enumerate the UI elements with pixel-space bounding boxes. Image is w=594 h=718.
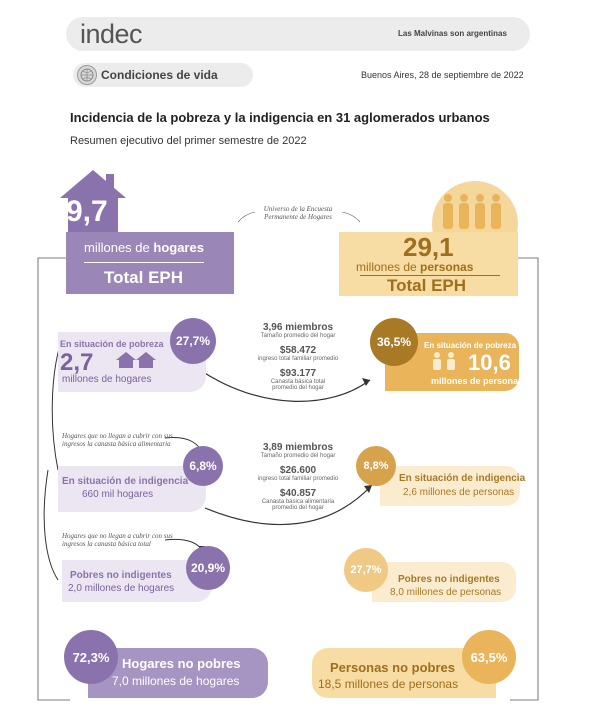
- households-total: Total EPH: [104, 268, 184, 287]
- indigence-p-label: En situación de indigencia: [399, 473, 526, 484]
- poverty-hh-pct: 27,7%: [170, 318, 216, 364]
- households-value: 9,7: [66, 195, 108, 228]
- page-title: Incidencia de la pobreza y la indigencia en 31 aglomerados urbanos: [70, 110, 490, 125]
- poverty-hh-value: 2,7: [60, 349, 94, 376]
- pni-p-unit: 8,0 millones de personas: [390, 587, 502, 598]
- poverty-p-pct: 36,5%: [370, 318, 418, 366]
- poverty-income-sub: ingreso total familiar promedio: [257, 356, 339, 362]
- households-label: [84, 240, 204, 255]
- indigence-members: 3,89 miembros: [262, 442, 334, 453]
- poverty-p-unit: millones de personas: [431, 376, 524, 386]
- np-hh-pct: 72,3%: [64, 630, 118, 684]
- people-small-icon: [432, 352, 458, 375]
- persons-value: 29,1: [403, 232, 454, 262]
- poverty-basket-sub: Canasta básica total promedio del hogar: [270, 379, 326, 391]
- pni-hh-pct: 20,9%: [186, 546, 230, 590]
- poverty-hh-unit: millones de hogares: [62, 374, 152, 385]
- np-p-pct: 63,5%: [462, 630, 516, 684]
- indigence-note: Hogares que no llegan a cubrir con sus ingresos la canasta básica alimentaria: [62, 432, 173, 448]
- indigence-basket: $40.857: [279, 488, 317, 499]
- center-note: Universo de la Encuesta Permanente de Hogares: [263, 205, 333, 221]
- poverty-p-value: 10,6: [468, 350, 511, 375]
- persons-total: Total EPH: [387, 276, 467, 295]
- np-hh-unit: 7,0 millones de hogares: [112, 674, 240, 688]
- report-date: Buenos Aires, 28 de septiembre de 2022: [361, 70, 524, 80]
- indigence-members-sub: Tamaño promedio del hogar: [260, 453, 336, 459]
- poverty-p-label: En situación de pobreza: [424, 341, 517, 350]
- np-p-unit: 18,5 millones de personas: [318, 677, 459, 691]
- indigence-basket-sub: Canasta básica alimentaria promedio del hogar: [261, 499, 335, 511]
- persons-label-pre: millones de: [356, 260, 421, 274]
- households-divider: [84, 262, 204, 263]
- indigence-income-sub: ingreso total familiar promedio: [257, 476, 339, 482]
- indigence-hh-unit: 660 mil hogares: [82, 489, 154, 500]
- pni-hh-unit: 2,0 millones de hogares: [68, 583, 175, 594]
- persons-label-strong: personas: [420, 260, 474, 274]
- households-label-pre: millones de: [84, 240, 154, 255]
- poverty-mid: [243, 322, 353, 391]
- indigence-p-unit: 2,6 millones de personas: [403, 487, 515, 498]
- indec-logo[interactable]: indec: [80, 19, 143, 49]
- indigence-p-pct: 8,8%: [356, 446, 396, 486]
- slogan: Las Malvinas son argentinas: [398, 29, 507, 38]
- pni-p-label: Pobres no indigentes: [398, 574, 500, 585]
- indigence-hh-pct: 6,8%: [183, 446, 223, 486]
- page-subtitle: Resumen ejecutivo del primer semestre de 2022: [70, 135, 307, 147]
- pni-p-pct: 27,7%: [344, 548, 388, 592]
- houses-icon: [116, 352, 156, 373]
- pni-hh-label: Pobres no indigentes: [70, 570, 172, 581]
- section-title[interactable]: Condiciones de vida: [101, 68, 218, 82]
- np-hh-label: Hogares no pobres: [122, 656, 241, 671]
- poverty-members-sub: Tamaño promedio del hogar: [260, 333, 336, 339]
- poverty-members: 3,96 miembros: [262, 322, 334, 333]
- np-p-label: Personas no pobres: [330, 660, 455, 675]
- pni-note: Hogares que no llegan a cubrir con sus ingresos la canasta básica total: [62, 532, 173, 548]
- indigence-mid: [243, 442, 353, 511]
- people-icon: [440, 193, 504, 236]
- indigence-p-box: [380, 466, 520, 506]
- persons-label: [356, 260, 473, 274]
- households-label-strong: hogares: [153, 240, 204, 255]
- indigence-hh-label: En situación de indigencia: [62, 476, 189, 487]
- poverty-income: $58.472: [279, 345, 317, 356]
- poverty-hh-label: En situación de pobreza: [60, 339, 164, 349]
- poverty-basket: $93.177: [279, 368, 317, 379]
- indigence-income: $26.600: [279, 465, 317, 476]
